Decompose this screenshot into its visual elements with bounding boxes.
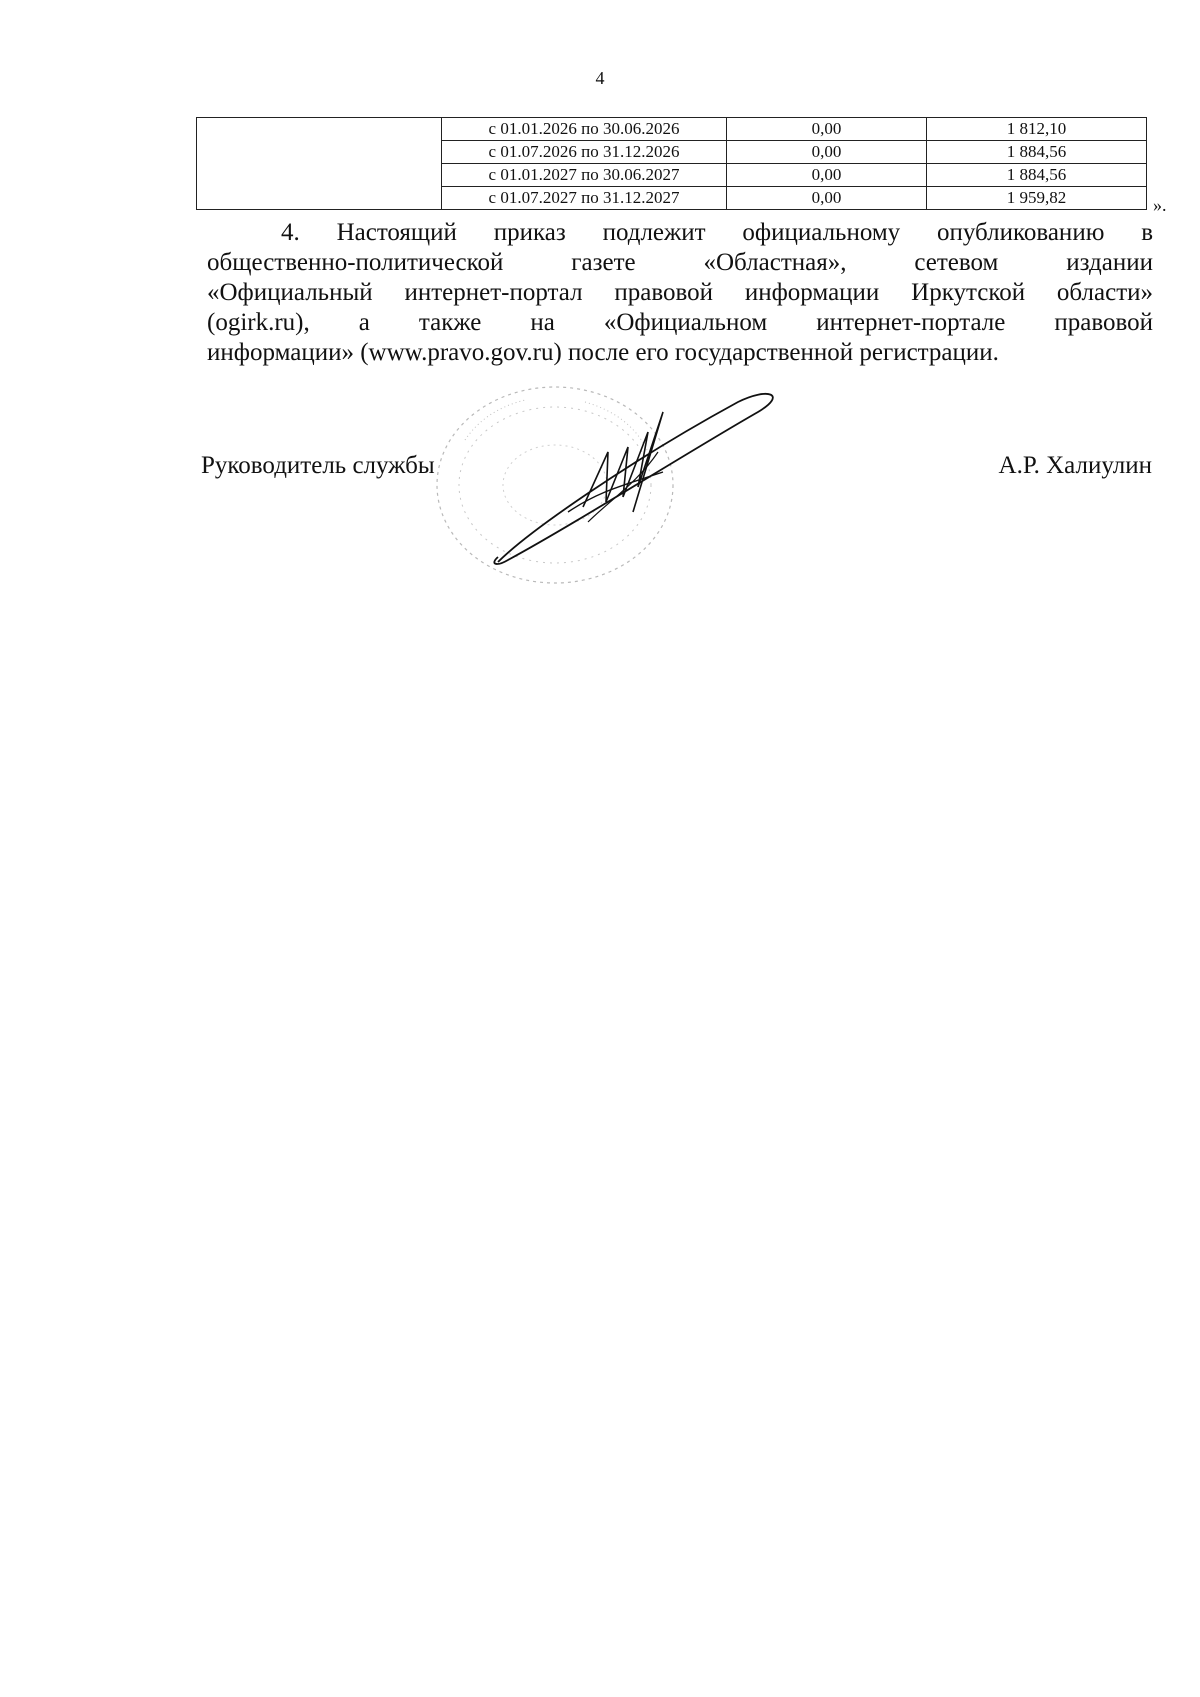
value1-cell: 0,00 <box>727 141 927 164</box>
page-number: 4 <box>595 68 605 88</box>
value1-cell: 0,00 <box>727 187 927 210</box>
value2-cell: 1 812,10 <box>927 118 1147 141</box>
closing-quote-mark: ». <box>1153 195 1167 215</box>
value1-cell: 0,00 <box>727 164 927 187</box>
signer-name: А.Р. Халиулин <box>998 452 1152 479</box>
value2-cell: 1 884,56 <box>927 164 1147 187</box>
period-cell: с 01.01.2026 по 30.06.2026 <box>442 118 727 141</box>
table-empty-cell <box>197 118 442 210</box>
value1-cell: 0,00 <box>727 118 927 141</box>
value2-cell: 1 884,56 <box>927 141 1147 164</box>
publication-paragraph <box>207 218 1153 368</box>
table-row <box>197 118 1147 141</box>
paragraph-line: «Официальный интернет-портал правовой информации Иркутской области» <box>207 279 1153 306</box>
paragraph-line: 4. Настоящий приказ подлежит официальному опубликованию в <box>281 219 1153 246</box>
tariff-table <box>196 117 1147 210</box>
value2-cell: 1 959,82 <box>927 187 1147 210</box>
period-cell: с 01.01.2027 по 30.06.2027 <box>442 164 727 187</box>
paragraph-line: общественно-политической газете «Областная», сетевом издании <box>207 249 1153 276</box>
paragraph-line: (ogirk.ru), а также на «Официальном интернет-портале правовой <box>207 309 1153 336</box>
signer-position: Руководитель службы <box>201 452 435 479</box>
period-cell: с 01.07.2027 по 31.12.2027 <box>442 187 727 210</box>
paragraph-line: информации» (www.pravo.gov.ru) после его государственной регистрации. <box>207 339 999 366</box>
handwritten-signature-icon <box>488 392 808 572</box>
period-cell: с 01.07.2026 по 31.12.2026 <box>442 141 727 164</box>
